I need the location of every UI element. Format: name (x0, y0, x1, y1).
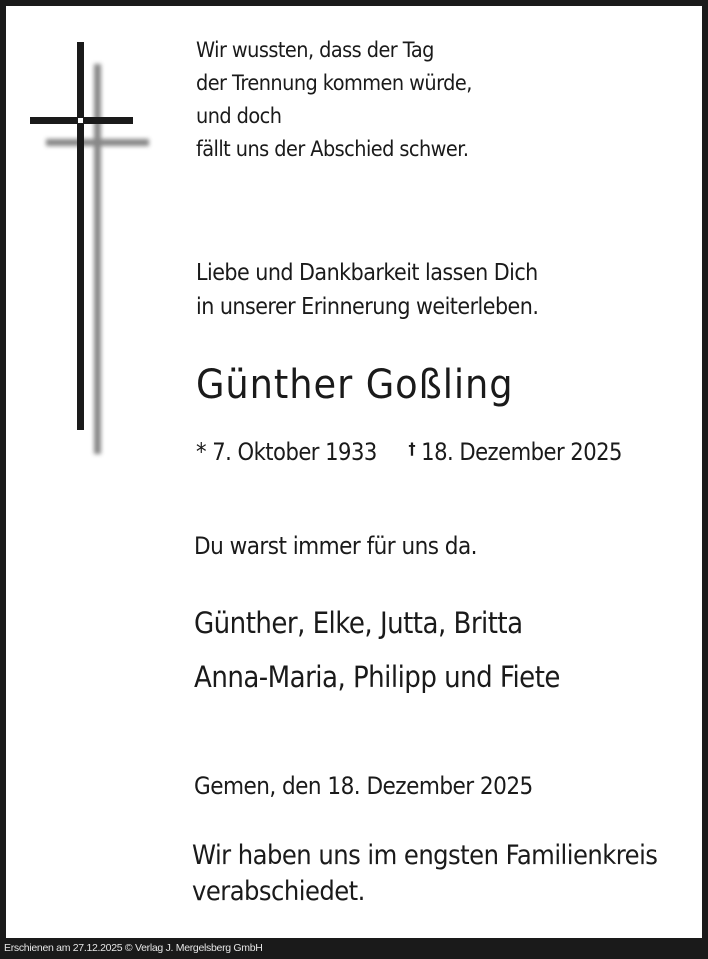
family-names (194, 596, 560, 704)
quote-line: Wir wussten, dass der Tag (196, 38, 434, 62)
memory-text (196, 256, 538, 324)
closing-text (192, 838, 657, 910)
thanks-text: Du warst immer für uns da. (194, 532, 477, 560)
cross-icon (6, 6, 206, 486)
memory-line: in unserer Erinnerung weiterleben. (196, 294, 539, 320)
family-line: Günther, Elke, Jutta, Britta (194, 606, 523, 640)
memory-line: Liebe und Dankbarkeit lassen Dich (196, 260, 538, 286)
quote-line: fällt uns der Abschied schwer. (196, 137, 469, 161)
closing-line: Wir haben uns im engsten Familienkreis (192, 840, 658, 871)
quote-line: der Trennung kommen würde, (196, 71, 472, 95)
obituary-card (6, 6, 702, 938)
closing-line: verabschiedet. (192, 876, 365, 907)
family-line: Anna-Maria, Philipp und Fiete (194, 660, 560, 694)
death-date: 18. Dezember 2025 (421, 438, 622, 466)
deceased-name: Günther Goßling (196, 362, 514, 408)
birth-date: * 7. Oktober 1933 (196, 438, 377, 466)
quote-text (196, 34, 472, 166)
quote-line: und doch (196, 104, 282, 128)
dagger-icon: † (408, 439, 415, 458)
publication-footer: Erschienen am 27.12.2025 © Verlag J. Mergelsberg GmbH (4, 942, 263, 954)
life-dates (196, 432, 622, 469)
place-date: Gemen, den 18. Dezember 2025 (194, 772, 533, 800)
